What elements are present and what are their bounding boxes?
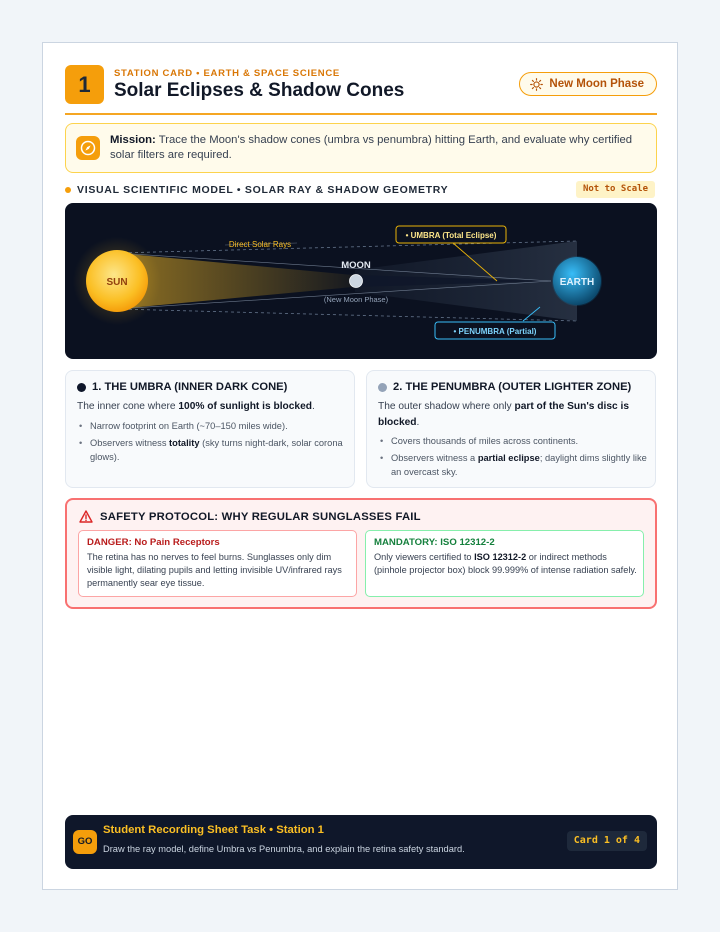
moon-body	[350, 275, 363, 288]
list-item: • Observers witness totality (sky turns night-dark, solar corona glows).	[77, 436, 347, 465]
penumbra-info-box	[366, 370, 656, 488]
moon-caption: (New Moon Phase)	[323, 295, 389, 304]
sun-icon	[530, 78, 543, 91]
shadow-geometry-diagram	[65, 203, 657, 359]
umbra-dot-icon	[77, 383, 86, 392]
go-badge: GO	[73, 830, 97, 854]
list-item: • Covers thousands of miles across continents.	[378, 434, 648, 449]
footer-title: Student Recording Sheet Task • Station 1	[103, 824, 324, 836]
model-section-title: VISUAL SCIENTIFIC MODEL • SOLAR RAY & SHADOW GEOMETRY	[77, 184, 449, 196]
list-item: • Narrow footprint on Earth (~70–150 miles wide).	[77, 419, 347, 434]
card-counter: Card 1 of 4	[567, 831, 647, 851]
safety-protocol-box	[65, 498, 657, 609]
moon-label: MOON	[341, 260, 371, 271]
mandatory-title: MANDATORY: ISO 12312-2	[374, 537, 495, 548]
station-kicker: STATION CARD • EARTH & SPACE SCIENCE	[114, 68, 340, 79]
mandatory-panel	[365, 530, 644, 597]
penumbra-heading	[378, 381, 631, 393]
umbra-list	[77, 419, 347, 467]
danger-text: The retina has no nerves to feel burns. Sunglasses only dim visible light, dilating pupils and letting invisible UV/infrared rays permanently sear eye tissue.	[87, 552, 342, 588]
danger-panel	[78, 530, 357, 597]
page-title: Solar Eclipses & Shadow Cones	[114, 80, 405, 101]
phase-badge	[519, 72, 657, 96]
danger-title: DANGER: No Pain Receptors	[87, 537, 220, 548]
mission-label: Mission:	[110, 134, 156, 146]
umbra-info-box	[65, 370, 355, 488]
mission-text	[110, 133, 650, 163]
penumbra-callout-text: • PENUMBRA (Partial)	[453, 327, 537, 336]
compass-icon	[76, 136, 100, 160]
earth-label: EARTH	[559, 277, 595, 288]
umbra-description: The inner cone where 100% of sunlight is blocked.	[77, 401, 315, 412]
safety-heading	[79, 510, 421, 523]
recording-task-footer	[65, 815, 657, 869]
phase-label: New Moon Phase	[549, 78, 644, 90]
rays-label: Direct Solar Rays	[228, 240, 292, 249]
card-header	[65, 65, 657, 115]
umbra-heading	[77, 381, 287, 393]
station-number-badge: 1	[65, 65, 104, 104]
station-card	[42, 42, 678, 890]
penumbra-list	[378, 434, 648, 482]
mission-box	[65, 123, 657, 173]
scale-note: Not to Scale	[576, 181, 655, 198]
list-item: • Observers witness a partial eclipse; daylight dims slightly like an overcast sky.	[378, 451, 648, 480]
umbra-heading-text: 1. THE UMBRA (INNER DARK CONE)	[92, 381, 288, 393]
sun-label: SUN	[106, 277, 128, 288]
penumbra-dot-icon	[378, 383, 387, 392]
model-section-label	[65, 184, 448, 196]
penumbra-heading-text: 2. THE PENUMBRA (OUTER LIGHTER ZONE)	[393, 381, 632, 393]
mandatory-text: Only viewers certified to ISO 12312-2 or indirect methods (pinhole projector box) block 99.999% of intense radiation safely.	[374, 552, 637, 575]
section-dot	[65, 187, 71, 193]
safety-heading-text: SAFETY PROTOCOL: WHY REGULAR SUNGLASSES FAIL	[100, 510, 421, 523]
umbra-callout-text: • UMBRA (Total Eclipse)	[405, 231, 497, 240]
mission-body: Trace the Moon's shadow cones (umbra vs penumbra) hitting Earth, and evaluate why certified solar filters are required.	[110, 134, 633, 161]
penumbra-description: The outer shadow where only part of the Sun's disc is blocked.	[378, 401, 629, 428]
footer-subtitle: Draw the ray model, define Umbra vs Penumbra, and explain the retina safety standard.	[103, 844, 465, 854]
warning-icon	[79, 510, 93, 523]
